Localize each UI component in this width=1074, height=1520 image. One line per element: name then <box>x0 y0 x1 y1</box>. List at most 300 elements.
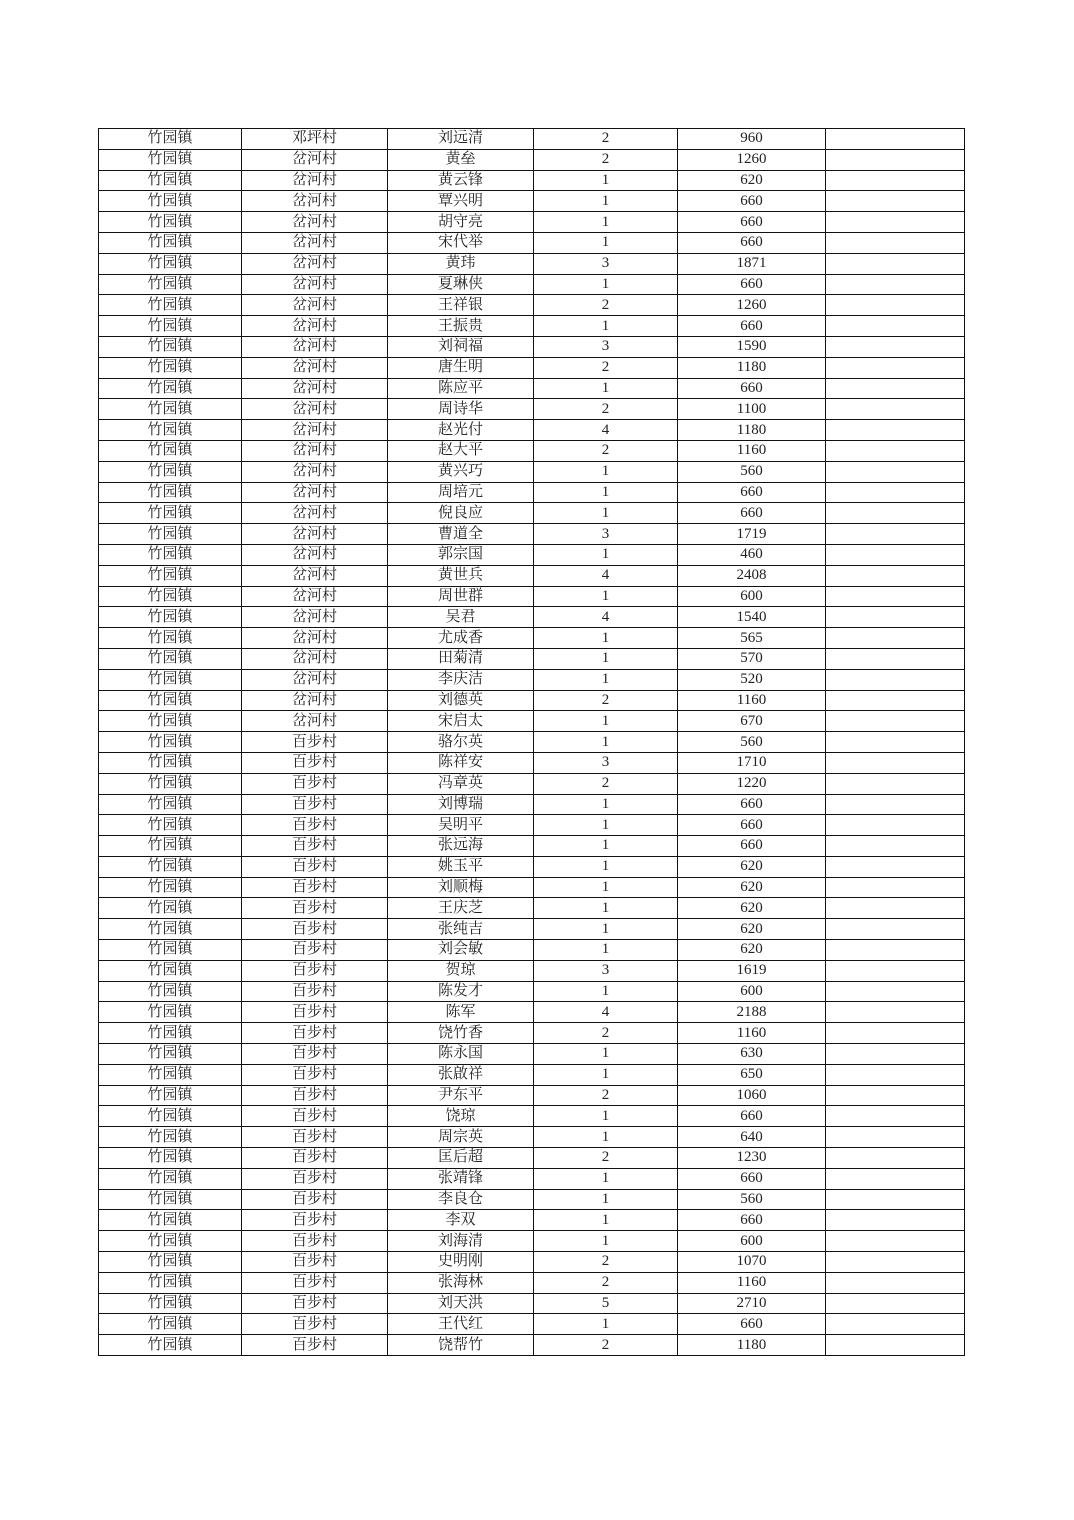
amount-cell: 1710 <box>678 752 826 773</box>
blank-cell <box>826 898 965 919</box>
count-cell: 1 <box>534 836 678 857</box>
name-cell: 张远海 <box>388 836 534 857</box>
name-cell: 郭宗国 <box>388 544 534 565</box>
village-cell: 百步村 <box>242 1106 388 1127</box>
blank-cell <box>826 544 965 565</box>
village-cell: 岔河村 <box>242 378 388 399</box>
count-cell: 1 <box>534 981 678 1002</box>
town-cell: 竹园镇 <box>99 669 242 690</box>
town-cell: 竹园镇 <box>99 399 242 420</box>
village-cell: 百步村 <box>242 1272 388 1293</box>
town-cell: 竹园镇 <box>99 1335 242 1356</box>
town-cell: 竹园镇 <box>99 960 242 981</box>
blank-cell <box>826 586 965 607</box>
amount-cell: 620 <box>678 919 826 940</box>
town-cell: 竹园镇 <box>99 544 242 565</box>
blank-cell <box>826 690 965 711</box>
village-cell: 岔河村 <box>242 544 388 565</box>
blank-cell <box>826 336 965 357</box>
count-cell: 1 <box>534 940 678 961</box>
blank-cell <box>826 919 965 940</box>
amount-cell: 620 <box>678 877 826 898</box>
blank-cell <box>826 648 965 669</box>
name-cell: 吴君 <box>388 607 534 628</box>
name-cell: 尤成香 <box>388 628 534 649</box>
table-row <box>99 940 965 961</box>
table-row <box>99 1210 965 1231</box>
table-row <box>99 232 965 253</box>
count-cell: 1 <box>534 586 678 607</box>
village-cell: 百步村 <box>242 1210 388 1231</box>
blank-cell <box>826 1106 965 1127</box>
town-cell: 竹园镇 <box>99 1272 242 1293</box>
count-cell: 1 <box>534 669 678 690</box>
blank-cell <box>826 794 965 815</box>
blank-cell <box>826 856 965 877</box>
amount-cell: 1070 <box>678 1252 826 1273</box>
table-row <box>99 628 965 649</box>
amount-cell: 620 <box>678 898 826 919</box>
table-row <box>99 607 965 628</box>
count-cell: 1 <box>534 856 678 877</box>
table-row <box>99 461 965 482</box>
village-cell: 岔河村 <box>242 316 388 337</box>
table-row <box>99 212 965 233</box>
table-row <box>99 877 965 898</box>
table-row <box>99 253 965 274</box>
count-cell: 1 <box>534 648 678 669</box>
count-cell: 1 <box>534 544 678 565</box>
town-cell: 竹园镇 <box>99 690 242 711</box>
table-row <box>99 1272 965 1293</box>
amount-cell: 1160 <box>678 1023 826 1044</box>
table-row <box>99 420 965 441</box>
village-cell: 岔河村 <box>242 690 388 711</box>
town-cell: 竹园镇 <box>99 1168 242 1189</box>
table-row <box>99 378 965 399</box>
table-row <box>99 524 965 545</box>
amount-cell: 660 <box>678 232 826 253</box>
amount-cell: 660 <box>678 1106 826 1127</box>
name-cell: 刘博瑞 <box>388 794 534 815</box>
table-row <box>99 544 965 565</box>
count-cell: 2 <box>534 357 678 378</box>
town-cell: 竹园镇 <box>99 1044 242 1065</box>
count-cell: 2 <box>534 1148 678 1169</box>
blank-cell <box>826 524 965 545</box>
amount-cell: 660 <box>678 378 826 399</box>
amount-cell: 1160 <box>678 1272 826 1293</box>
village-cell: 岔河村 <box>242 420 388 441</box>
village-cell: 百步村 <box>242 836 388 857</box>
town-cell: 竹园镇 <box>99 212 242 233</box>
amount-cell: 1590 <box>678 336 826 357</box>
amount-cell: 660 <box>678 1168 826 1189</box>
village-cell: 岔河村 <box>242 503 388 524</box>
name-cell: 刘远清 <box>388 129 534 150</box>
table-row <box>99 1044 965 1065</box>
name-cell: 周宗英 <box>388 1127 534 1148</box>
amount-cell: 1180 <box>678 357 826 378</box>
village-cell: 百步村 <box>242 1085 388 1106</box>
town-cell: 竹园镇 <box>99 919 242 940</box>
name-cell: 王振贵 <box>388 316 534 337</box>
town-cell: 竹园镇 <box>99 420 242 441</box>
blank-cell <box>826 732 965 753</box>
amount-cell: 670 <box>678 711 826 732</box>
table-row <box>99 732 965 753</box>
count-cell: 1 <box>534 711 678 732</box>
blank-cell <box>826 482 965 503</box>
table-row <box>99 1127 965 1148</box>
town-cell: 竹园镇 <box>99 648 242 669</box>
town-cell: 竹园镇 <box>99 898 242 919</box>
count-cell: 2 <box>534 690 678 711</box>
blank-cell <box>826 1210 965 1231</box>
village-cell: 岔河村 <box>242 669 388 690</box>
amount-cell: 620 <box>678 170 826 191</box>
name-cell: 黄兴巧 <box>388 461 534 482</box>
name-cell: 张靖锋 <box>388 1168 534 1189</box>
table-row <box>99 752 965 773</box>
name-cell: 覃兴明 <box>388 191 534 212</box>
count-cell: 1 <box>534 212 678 233</box>
table-row <box>99 898 965 919</box>
blank-cell <box>826 1252 965 1273</box>
blank-cell <box>826 191 965 212</box>
blank-cell <box>826 1231 965 1252</box>
table-row <box>99 1231 965 1252</box>
town-cell: 竹园镇 <box>99 1106 242 1127</box>
name-cell: 饶帮竹 <box>388 1335 534 1356</box>
amount-cell: 2188 <box>678 1002 826 1023</box>
name-cell: 史明刚 <box>388 1252 534 1273</box>
count-cell: 4 <box>534 565 678 586</box>
table-row <box>99 711 965 732</box>
name-cell: 张海林 <box>388 1272 534 1293</box>
amount-cell: 1160 <box>678 690 826 711</box>
town-cell: 竹园镇 <box>99 274 242 295</box>
subsidy-table <box>98 128 965 1356</box>
amount-cell: 620 <box>678 940 826 961</box>
table-row <box>99 815 965 836</box>
table-row <box>99 981 965 1002</box>
count-cell: 4 <box>534 1002 678 1023</box>
count-cell: 1 <box>534 503 678 524</box>
name-cell: 周培元 <box>388 482 534 503</box>
town-cell: 竹园镇 <box>99 482 242 503</box>
blank-cell <box>826 669 965 690</box>
count-cell: 3 <box>534 336 678 357</box>
name-cell: 赵光付 <box>388 420 534 441</box>
blank-cell <box>826 960 965 981</box>
blank-cell <box>826 1168 965 1189</box>
village-cell: 百步村 <box>242 1189 388 1210</box>
count-cell: 4 <box>534 420 678 441</box>
town-cell: 竹园镇 <box>99 732 242 753</box>
table-row <box>99 960 965 981</box>
town-cell: 竹园镇 <box>99 981 242 1002</box>
amount-cell: 660 <box>678 794 826 815</box>
amount-cell: 600 <box>678 1231 826 1252</box>
town-cell: 竹园镇 <box>99 1252 242 1273</box>
amount-cell: 2408 <box>678 565 826 586</box>
town-cell: 竹园镇 <box>99 1002 242 1023</box>
name-cell: 李庆洁 <box>388 669 534 690</box>
table-row <box>99 1002 965 1023</box>
name-cell: 饶竹香 <box>388 1023 534 1044</box>
blank-cell <box>826 357 965 378</box>
village-cell: 岔河村 <box>242 212 388 233</box>
town-cell: 竹园镇 <box>99 440 242 461</box>
town-cell: 竹园镇 <box>99 1210 242 1231</box>
amount-cell: 660 <box>678 316 826 337</box>
count-cell: 3 <box>534 752 678 773</box>
count-cell: 2 <box>534 773 678 794</box>
count-cell: 2 <box>534 1085 678 1106</box>
count-cell: 1 <box>534 898 678 919</box>
blank-cell <box>826 1148 965 1169</box>
village-cell: 百步村 <box>242 1023 388 1044</box>
blank-cell <box>826 1335 965 1356</box>
name-cell: 刘海清 <box>388 1231 534 1252</box>
town-cell: 竹园镇 <box>99 565 242 586</box>
count-cell: 4 <box>534 607 678 628</box>
name-cell: 尹东平 <box>388 1085 534 1106</box>
village-cell: 百步村 <box>242 877 388 898</box>
table-row <box>99 129 965 150</box>
village-cell: 岔河村 <box>242 711 388 732</box>
town-cell: 竹园镇 <box>99 378 242 399</box>
blank-cell <box>826 129 965 150</box>
amount-cell: 520 <box>678 669 826 690</box>
table-row <box>99 669 965 690</box>
blank-cell <box>826 378 965 399</box>
village-cell: 岔河村 <box>242 440 388 461</box>
name-cell: 刘祠福 <box>388 336 534 357</box>
table-row <box>99 773 965 794</box>
count-cell: 2 <box>534 295 678 316</box>
amount-cell: 630 <box>678 1044 826 1065</box>
count-cell: 2 <box>534 399 678 420</box>
town-cell: 竹园镇 <box>99 773 242 794</box>
blank-cell <box>826 940 965 961</box>
table-row <box>99 836 965 857</box>
town-cell: 竹园镇 <box>99 295 242 316</box>
blank-cell <box>826 274 965 295</box>
amount-cell: 560 <box>678 461 826 482</box>
village-cell: 百步村 <box>242 940 388 961</box>
town-cell: 竹园镇 <box>99 877 242 898</box>
amount-cell: 600 <box>678 981 826 1002</box>
town-cell: 竹园镇 <box>99 461 242 482</box>
town-cell: 竹园镇 <box>99 149 242 170</box>
amount-cell: 570 <box>678 648 826 669</box>
table-row <box>99 919 965 940</box>
table-body <box>99 129 965 1356</box>
village-cell: 岔河村 <box>242 191 388 212</box>
table-row <box>99 503 965 524</box>
name-cell: 宋代举 <box>388 232 534 253</box>
village-cell: 百步村 <box>242 732 388 753</box>
blank-cell <box>826 295 965 316</box>
count-cell: 3 <box>534 524 678 545</box>
count-cell: 3 <box>534 253 678 274</box>
village-cell: 百步村 <box>242 794 388 815</box>
blank-cell <box>826 1272 965 1293</box>
village-cell: 百步村 <box>242 1335 388 1356</box>
amount-cell: 620 <box>678 856 826 877</box>
table-row <box>99 1106 965 1127</box>
blank-cell <box>826 420 965 441</box>
count-cell: 1 <box>534 316 678 337</box>
blank-cell <box>826 399 965 420</box>
name-cell: 胡守亮 <box>388 212 534 233</box>
blank-cell <box>826 253 965 274</box>
table-row <box>99 1314 965 1335</box>
name-cell: 王祥银 <box>388 295 534 316</box>
village-cell: 岔河村 <box>242 586 388 607</box>
town-cell: 竹园镇 <box>99 607 242 628</box>
amount-cell: 660 <box>678 1314 826 1335</box>
count-cell: 1 <box>534 1210 678 1231</box>
amount-cell: 1619 <box>678 960 826 981</box>
table-row <box>99 586 965 607</box>
blank-cell <box>826 1293 965 1314</box>
town-cell: 竹园镇 <box>99 1064 242 1085</box>
count-cell: 1 <box>534 732 678 753</box>
table-row <box>99 191 965 212</box>
name-cell: 宋启太 <box>388 711 534 732</box>
table-row <box>99 856 965 877</box>
blank-cell <box>826 565 965 586</box>
town-cell: 竹园镇 <box>99 940 242 961</box>
blank-cell <box>826 1002 965 1023</box>
name-cell: 刘天洪 <box>388 1293 534 1314</box>
amount-cell: 640 <box>678 1127 826 1148</box>
town-cell: 竹园镇 <box>99 336 242 357</box>
town-cell: 竹园镇 <box>99 1023 242 1044</box>
blank-cell <box>826 1044 965 1065</box>
name-cell: 黄玮 <box>388 253 534 274</box>
amount-cell: 460 <box>678 544 826 565</box>
name-cell: 田菊清 <box>388 648 534 669</box>
blank-cell <box>826 1023 965 1044</box>
amount-cell: 1220 <box>678 773 826 794</box>
amount-cell: 1230 <box>678 1148 826 1169</box>
village-cell: 百步村 <box>242 1252 388 1273</box>
amount-cell: 660 <box>678 482 826 503</box>
table-row <box>99 648 965 669</box>
blank-cell <box>826 1314 965 1335</box>
count-cell: 1 <box>534 378 678 399</box>
town-cell: 竹园镇 <box>99 524 242 545</box>
table-row <box>99 357 965 378</box>
village-cell: 岔河村 <box>242 399 388 420</box>
village-cell: 百步村 <box>242 919 388 940</box>
village-cell: 百步村 <box>242 960 388 981</box>
name-cell: 匡后超 <box>388 1148 534 1169</box>
village-cell: 岔河村 <box>242 253 388 274</box>
count-cell: 1 <box>534 815 678 836</box>
town-cell: 竹园镇 <box>99 170 242 191</box>
count-cell: 1 <box>534 1168 678 1189</box>
name-cell: 刘会敏 <box>388 940 534 961</box>
table-row <box>99 1189 965 1210</box>
name-cell: 陈应平 <box>388 378 534 399</box>
count-cell: 1 <box>534 274 678 295</box>
blank-cell <box>826 628 965 649</box>
table-row <box>99 482 965 503</box>
count-cell: 3 <box>534 960 678 981</box>
table-row <box>99 1064 965 1085</box>
count-cell: 1 <box>534 1064 678 1085</box>
count-cell: 1 <box>534 1314 678 1335</box>
name-cell: 贺琼 <box>388 960 534 981</box>
name-cell: 李良仓 <box>388 1189 534 1210</box>
table-row <box>99 316 965 337</box>
name-cell: 王代红 <box>388 1314 534 1335</box>
blank-cell <box>826 981 965 1002</box>
table-row <box>99 565 965 586</box>
table-row <box>99 295 965 316</box>
town-cell: 竹园镇 <box>99 1314 242 1335</box>
table-row <box>99 794 965 815</box>
amount-cell: 660 <box>678 274 826 295</box>
table-row <box>99 149 965 170</box>
table-row <box>99 399 965 420</box>
amount-cell: 1160 <box>678 440 826 461</box>
town-cell: 竹园镇 <box>99 815 242 836</box>
name-cell: 吴明平 <box>388 815 534 836</box>
name-cell: 刘顺梅 <box>388 877 534 898</box>
blank-cell <box>826 212 965 233</box>
town-cell: 竹园镇 <box>99 316 242 337</box>
town-cell: 竹园镇 <box>99 129 242 150</box>
town-cell: 竹园镇 <box>99 711 242 732</box>
name-cell: 陈永国 <box>388 1044 534 1065</box>
village-cell: 岔河村 <box>242 628 388 649</box>
village-cell: 百步村 <box>242 1064 388 1085</box>
count-cell: 1 <box>534 628 678 649</box>
amount-cell: 560 <box>678 1189 826 1210</box>
table-row <box>99 1252 965 1273</box>
name-cell: 陈祥安 <box>388 752 534 773</box>
table-row <box>99 336 965 357</box>
table-row <box>99 1148 965 1169</box>
table-row <box>99 170 965 191</box>
amount-cell: 660 <box>678 836 826 857</box>
table-row <box>99 1085 965 1106</box>
table-row <box>99 440 965 461</box>
village-cell: 百步村 <box>242 1293 388 1314</box>
village-cell: 岔河村 <box>242 357 388 378</box>
count-cell: 1 <box>534 794 678 815</box>
name-cell: 张纯吉 <box>388 919 534 940</box>
town-cell: 竹园镇 <box>99 586 242 607</box>
village-cell: 岔河村 <box>242 648 388 669</box>
name-cell: 唐生明 <box>388 357 534 378</box>
blank-cell <box>826 1085 965 1106</box>
village-cell: 邓坪村 <box>242 129 388 150</box>
count-cell: 2 <box>534 1252 678 1273</box>
amount-cell: 1180 <box>678 420 826 441</box>
blank-cell <box>826 503 965 524</box>
blank-cell <box>826 316 965 337</box>
count-cell: 1 <box>534 191 678 212</box>
amount-cell: 1260 <box>678 295 826 316</box>
village-cell: 百步村 <box>242 856 388 877</box>
